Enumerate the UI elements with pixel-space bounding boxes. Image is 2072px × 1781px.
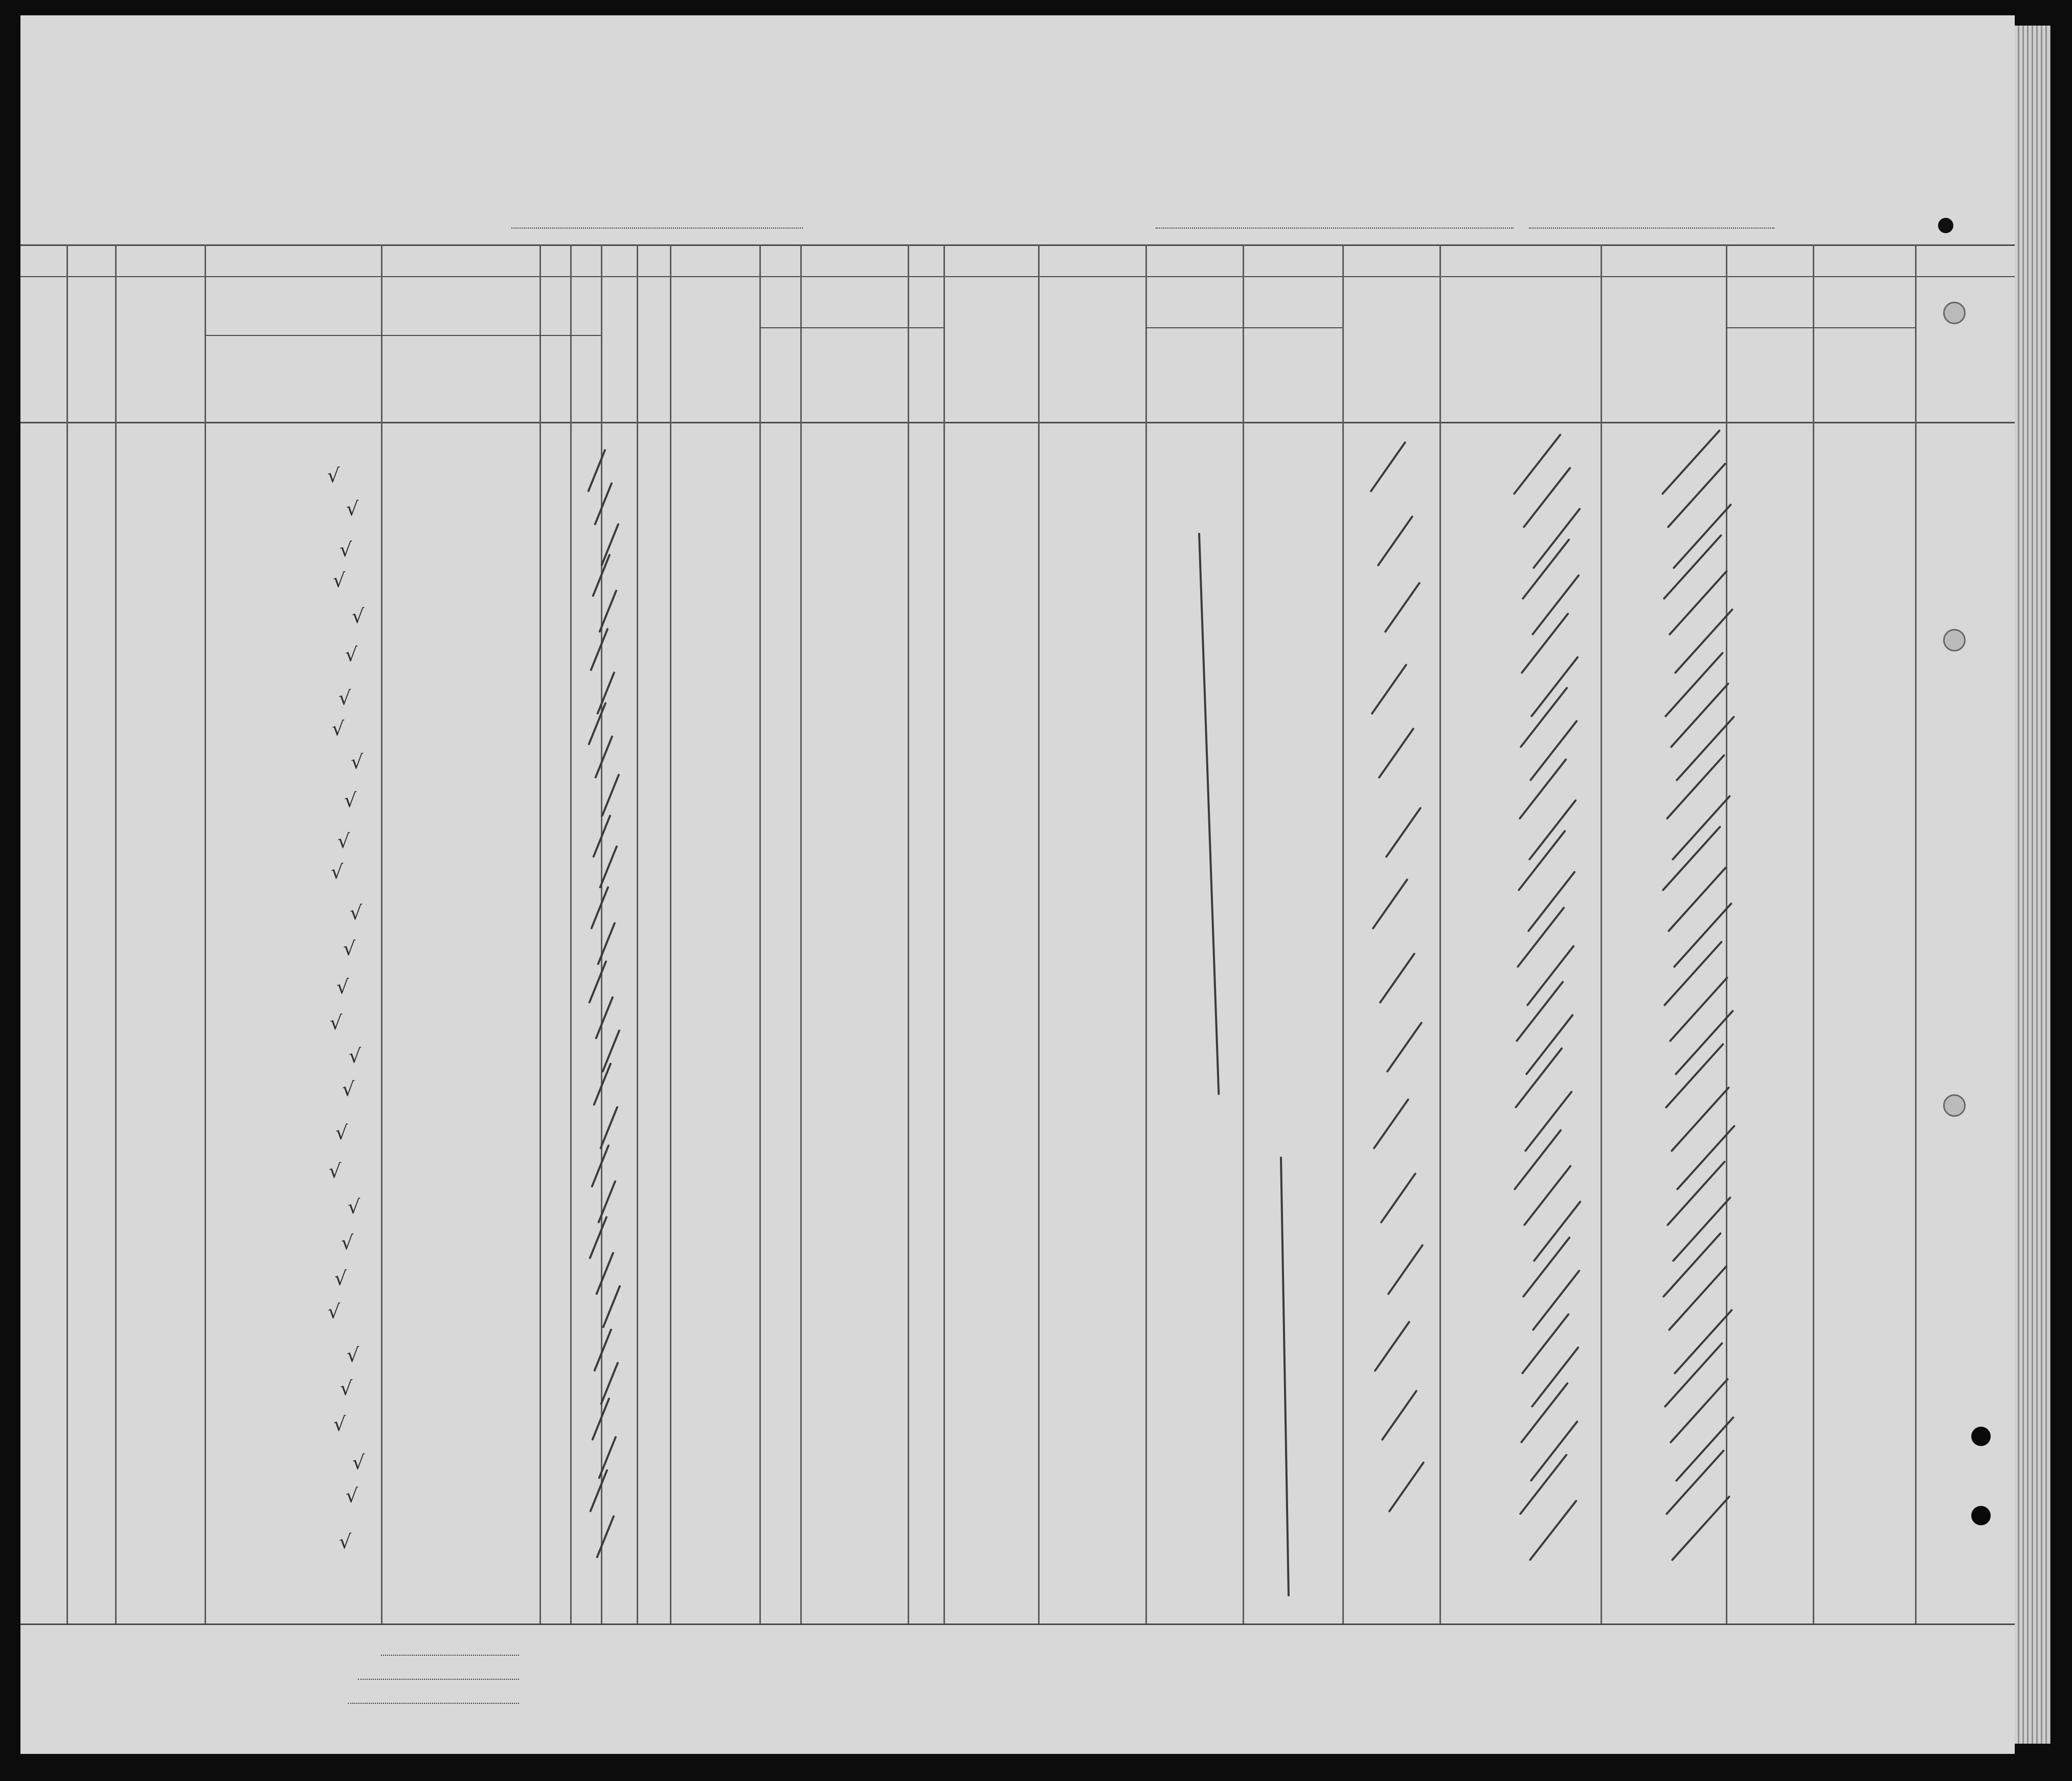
punch-hole-2 (1943, 629, 1966, 651)
column-rule (1439, 244, 1441, 1624)
name-check-mark: √ (340, 538, 352, 561)
name-check-mark: √ (339, 687, 351, 709)
table-top-rule (20, 244, 2015, 246)
name-check-mark: √ (337, 830, 350, 852)
column-rule (670, 244, 671, 1624)
name-check-mark: √ (335, 1121, 348, 1144)
name-check-mark: √ (343, 937, 356, 960)
column-rule (66, 244, 68, 1624)
name-check-mark: √ (351, 751, 364, 773)
name-check-mark: √ (327, 464, 340, 487)
column-rule (1813, 244, 1814, 1624)
name-check-mark: √ (333, 569, 346, 592)
column-rule (1342, 244, 1344, 1624)
name-check-mark: √ (345, 643, 358, 666)
column-number-rule (20, 276, 2015, 277)
subheader-rule (539, 335, 601, 336)
column-rule (1145, 244, 1147, 1624)
column-rule (759, 244, 761, 1624)
punch-hole-5 (1971, 1506, 1991, 1525)
name-check-mark: √ (346, 1484, 358, 1507)
column-rule (800, 244, 802, 1624)
column-rule (943, 244, 945, 1624)
column-rule (1915, 244, 1917, 1624)
column-rule (908, 244, 909, 1624)
name-check-mark: √ (344, 789, 357, 811)
name-check-mark: √ (330, 1011, 343, 1034)
footer-total-rule (381, 1655, 519, 1656)
name-check-mark: √ (346, 498, 359, 520)
port-rule (1156, 228, 1514, 229)
name-check-mark: √ (352, 605, 365, 627)
name-check-mark: √ (329, 1160, 342, 1182)
ship-name-rule (511, 228, 803, 229)
column-rule (205, 244, 206, 1624)
name-check-mark: √ (348, 1196, 361, 1218)
table-bottom-rule (20, 1624, 2015, 1625)
punch-hole-4 (1971, 1427, 1991, 1446)
name-check-mark: √ (342, 1078, 355, 1100)
name-check-mark: √ (340, 1377, 353, 1400)
column-rule (570, 244, 572, 1624)
column-rule (115, 244, 117, 1624)
column-rule (637, 244, 638, 1624)
name-check-mark: √ (347, 1344, 359, 1366)
punch-hole-1 (1943, 302, 1966, 324)
footer-citizens-rule (358, 1679, 519, 1680)
footer-aliens-rule (348, 1703, 519, 1704)
date-rule (1529, 228, 1774, 229)
name-check-mark: √ (350, 901, 363, 924)
name-check-mark: √ (339, 1530, 352, 1553)
name-check-mark: √ (332, 717, 345, 740)
column-rule (1243, 244, 1244, 1624)
column-rule (1726, 244, 1727, 1624)
subheader-rule (205, 335, 539, 336)
punch-hole-top (1938, 218, 1953, 233)
name-check-mark: √ (341, 1231, 354, 1254)
punch-hole-3 (1943, 1094, 1966, 1117)
header-bottom-rule (20, 422, 2015, 423)
name-check-mark: √ (334, 1267, 347, 1290)
name-check-mark: √ (349, 1045, 362, 1067)
name-check-mark: √ (333, 1413, 346, 1435)
page-stack-edge (2015, 26, 2051, 1744)
column-rule (381, 244, 382, 1624)
name-check-mark: √ (336, 976, 349, 998)
name-check-mark: √ (328, 1300, 341, 1323)
column-rule (539, 244, 541, 1624)
subheader-rule (759, 327, 943, 328)
name-check-mark: √ (352, 1451, 365, 1474)
column-rule (1038, 244, 1040, 1624)
subheader-rule (1726, 327, 1915, 328)
subheader-rule (1145, 327, 1342, 328)
column-rule (1601, 244, 1602, 1624)
name-check-mark: √ (331, 861, 344, 883)
